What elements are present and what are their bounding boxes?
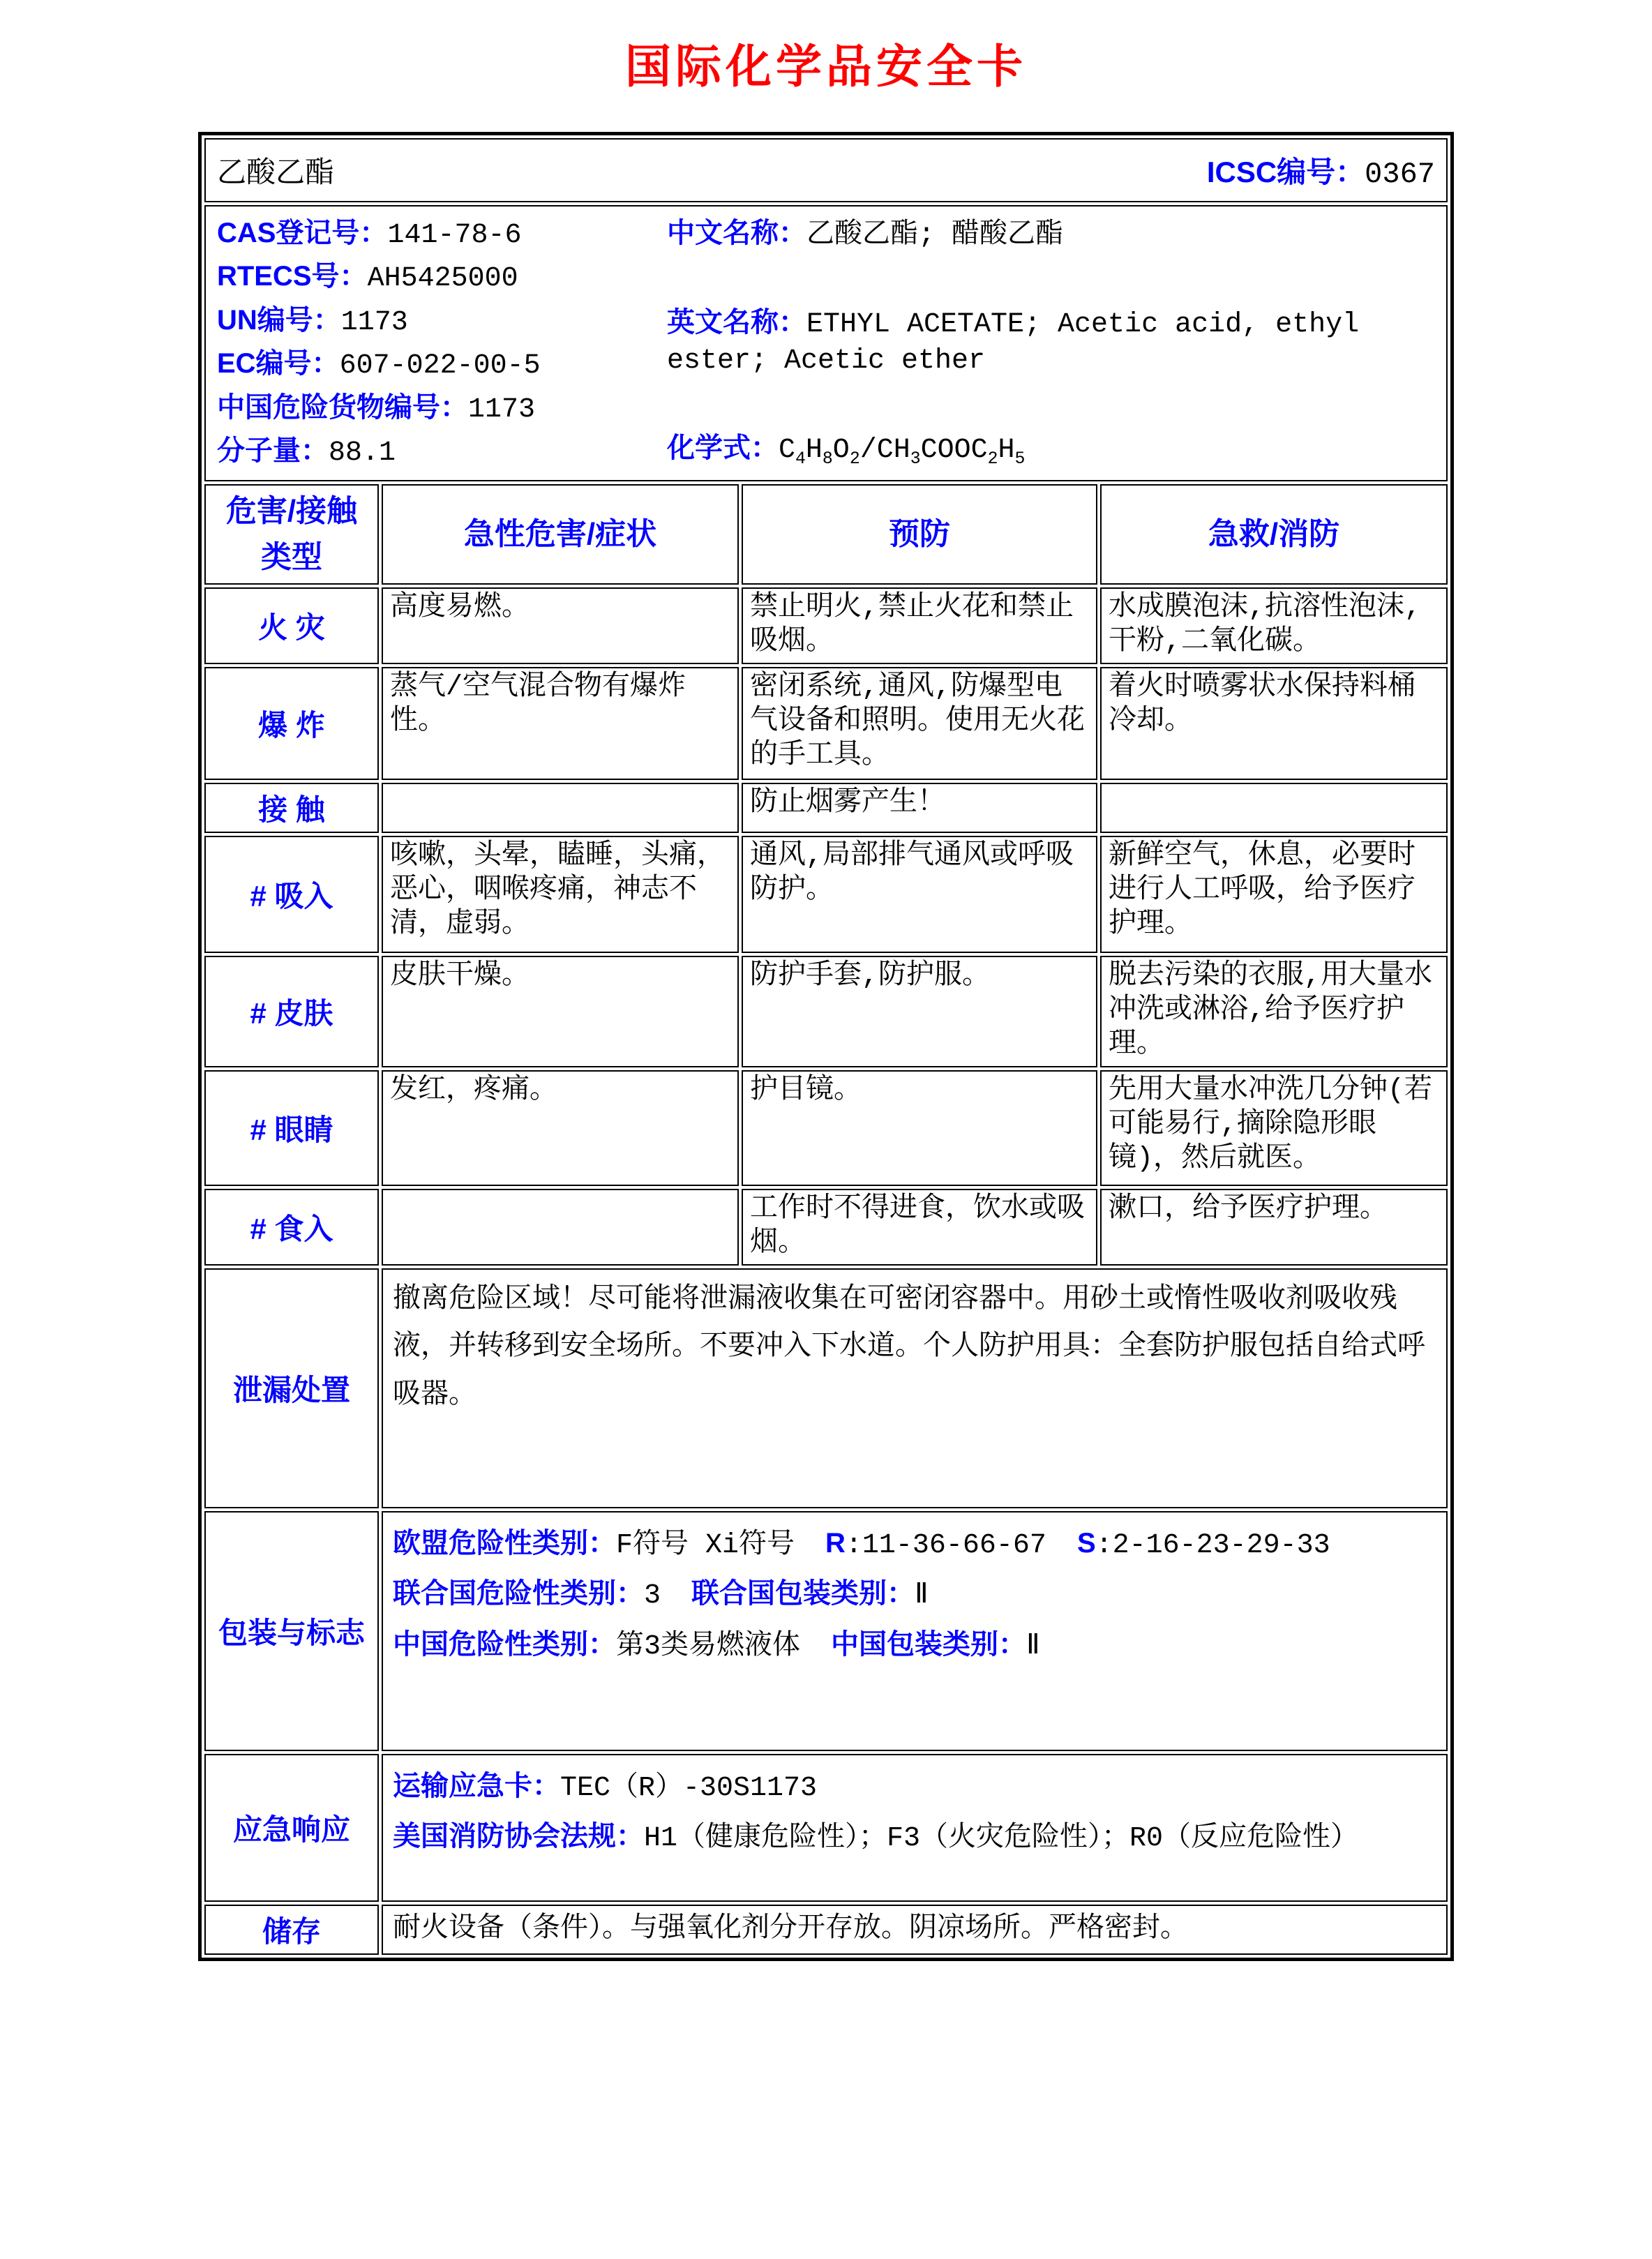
chinese-name: [667, 216, 1435, 253]
ec-number-label: EC编号：: [216, 348, 340, 380]
contact-symptoms: [382, 783, 739, 833]
identification-row: [204, 205, 1448, 481]
r-phrases-label: R: [825, 1527, 846, 1559]
icsc-number-value: 0367: [1365, 158, 1435, 191]
un-hazard-class-value: 3: [643, 1580, 661, 1612]
icsc-card-table: [198, 132, 1454, 1961]
chinese-name-value: 乙酸乙酯; 醋酸乙酯: [806, 220, 1063, 251]
spill-disposal-label: 泄漏处置: [204, 1268, 379, 1508]
transport-emergency-card-line: [393, 1762, 1436, 1813]
un-number: [217, 303, 667, 340]
contact-prevention: 防止烟雾产生！: [742, 783, 1097, 833]
r-phrases-value: :11-36-66-67: [845, 1529, 1046, 1561]
eu-hazard-symbols: F符号 Xi符号: [615, 1529, 795, 1561]
explosion-prevention: 密闭系统,通风,防爆型电气设备和照明。使用无火花的手工具。: [742, 667, 1097, 780]
skin-symptoms: 皮肤干燥。: [382, 956, 739, 1067]
eyes-prevention: 护目镜。: [742, 1070, 1097, 1186]
eu-hazard-class-label: 欧盟危险性类别：: [392, 1527, 616, 1559]
molecular-weight-label: 分子量：: [216, 435, 329, 466]
hazard-type-label: 接 触: [204, 783, 379, 833]
china-dangerous-goods-number: [217, 391, 667, 427]
nfpa-code-value: H1（健康危险性）；F3（火灾危险性）；R0（反应危险性）: [643, 1823, 1359, 1855]
cas-number-label: CAS登记号：: [216, 218, 388, 248]
nfpa-code-label: 美国消防协会法规：: [392, 1821, 644, 1852]
china-dg-number-label: 中国危险货物编号：: [216, 391, 468, 423]
un-number-value: 1173: [340, 306, 408, 338]
un-packing-group-value: Ⅱ: [915, 1580, 929, 1612]
hazard-type-label: 火 灾: [204, 587, 379, 664]
packaging-labeling-content: [382, 1511, 1448, 1751]
skin-firstaid: 脱去污染的衣服,用大量水冲洗或淋浴,给予医疗护理。: [1100, 956, 1448, 1067]
chinese-name-label: 中文名称：: [666, 218, 806, 248]
cn-hazard-class-line: [393, 1621, 1436, 1672]
icsc-document: [0, 29, 1652, 2259]
eyes-symptoms: 发红，疼痛。: [382, 1070, 739, 1186]
cn-packing-group-label: 中国包装类别：: [831, 1629, 1026, 1660]
col-header-firefighting: 急救/消防: [1100, 484, 1448, 585]
s-phrases-value: :2-16-23-29-33: [1095, 1529, 1330, 1561]
s-phrases-label: S: [1076, 1527, 1096, 1559]
hazard-type-label: # 吸入: [204, 836, 379, 953]
names-column: [667, 216, 1435, 470]
eyes-firstaid: 先用大量水冲洗几分钟(若可能易行,摘除隐形眼镜)，然后就医。: [1100, 1070, 1448, 1186]
cn-hazard-class-label: 中国危险性类别：: [392, 1629, 616, 1660]
explosion-firefighting: 着火时喷雾状水保持料桶冷却。: [1100, 667, 1448, 780]
storage-text: 耐火设备（条件）。与强氧化剂分开存放。阴凉场所。严格密封。: [382, 1905, 1448, 1955]
ingestion-prevention: 工作时不得进食，饮水或吸烟。: [742, 1189, 1097, 1266]
storage-label: 储存: [204, 1905, 379, 1955]
fire-prevention: 禁止明火,禁止火花和禁止吸烟。: [742, 587, 1097, 664]
rtecs-number-value: AH5425000: [367, 263, 518, 295]
rtecs-number: [217, 260, 667, 296]
substance-name: 乙酸乙酯: [216, 158, 334, 191]
contact-firefighting: [1100, 783, 1448, 833]
cas-number: [217, 216, 667, 253]
ingestion-symptoms: [382, 1189, 739, 1266]
cn-packing-group-value: Ⅱ: [1026, 1631, 1040, 1663]
card-header-row: [204, 138, 1448, 202]
packaging-labeling-label: 包装与标志: [204, 1511, 379, 1751]
spill-disposal-text: 撤离危险区域！尽可能将泄漏液收集在可密闭容器中。用砂土或惰性吸收剂吸收残液，并转移到安全场所。不要冲入下水道。个人防护用具：全套防护服包括自给式呼吸器。: [382, 1268, 1448, 1508]
hazard-row-explosion: [204, 667, 1448, 780]
hazard-row-ingestion: [204, 1189, 1448, 1266]
ec-number-value: 607-022-00-5: [339, 350, 541, 382]
molecular-weight: [217, 434, 667, 470]
hazard-row-inhalation: [204, 836, 1448, 953]
hazard-type-label: 爆 炸: [204, 667, 379, 780]
emergency-response-row: [204, 1754, 1448, 1902]
eu-hazard-class-line: [393, 1519, 1436, 1570]
un-hazard-class-line: [393, 1570, 1436, 1621]
rtecs-number-label: RTECS号：: [216, 261, 368, 292]
inhalation-firstaid: 新鲜空气，休息，必要时进行人工呼吸，给予医疗护理。: [1100, 836, 1448, 953]
col-header-prevention: 预防: [742, 484, 1097, 585]
un-number-label: UN编号：: [216, 304, 341, 336]
fire-firefighting: 水成膜泡沫,抗溶性泡沫,干粉,二氧化碳。: [1100, 587, 1448, 664]
card-header-cell: [204, 138, 1448, 202]
chemical-formula-label: 化学式：: [666, 433, 779, 464]
transport-emergency-card-label: 运输应急卡：: [392, 1770, 560, 1801]
packaging-labeling-row: [204, 1511, 1448, 1751]
un-hazard-class-label: 联合国危险性类别：: [392, 1578, 644, 1609]
col-header-hazard-type: 危害/接触类型: [204, 484, 379, 585]
transport-emergency-card-value: TEC（R）-30S1173: [560, 1772, 818, 1804]
skin-prevention: 防护手套,防护服。: [742, 956, 1097, 1067]
icsc-number: [1207, 149, 1435, 191]
english-name: [667, 306, 1435, 378]
explosion-symptoms: 蒸气/空气混合物有爆炸性。: [382, 667, 739, 780]
identifiers-column: [217, 216, 667, 470]
nfpa-code-line: [393, 1813, 1436, 1863]
emergency-response-content: [382, 1754, 1448, 1902]
un-packing-group-label: 联合国包装类别：: [691, 1578, 915, 1609]
cn-hazard-class-value: 第3类易燃液体: [615, 1631, 800, 1663]
icsc-number-label: ICSC编号：: [1206, 156, 1365, 188]
hazard-row-contact: [204, 783, 1448, 833]
molecular-weight-value: 88.1: [328, 437, 396, 469]
identification-cell: [204, 205, 1448, 481]
cas-number-value: 141-78-6: [387, 220, 522, 251]
hazard-table-header-row: [204, 484, 1448, 585]
hazard-row-eyes: [204, 1070, 1448, 1186]
ec-number: [217, 347, 667, 383]
inhalation-prevention: 通风,局部排气通风或呼吸防护。: [742, 836, 1097, 953]
hazard-type-label: # 食入: [204, 1189, 379, 1266]
chemical-formula-value: $C_4H_8O_2/CH_3COOC_2H_5$: [778, 435, 1026, 470]
hazard-type-label: # 眼睛: [204, 1070, 379, 1186]
storage-row: [204, 1905, 1448, 1955]
spill-disposal-row: [204, 1268, 1448, 1508]
fire-symptoms: 高度易燃。: [382, 587, 739, 664]
emergency-response-label: 应急响应: [204, 1754, 379, 1902]
page-title: 国际化学品安全卡: [625, 39, 1027, 93]
inhalation-symptoms: 咳嗽，头晕，瞌睡，头痛，恶心，咽喉疼痛，神志不清，虚弱。: [382, 836, 739, 953]
china-dg-number-value: 1173: [467, 393, 535, 426]
col-header-symptoms: 急性危害/症状: [382, 484, 739, 585]
ingestion-firstaid: 漱口，给予医疗护理。: [1100, 1189, 1448, 1266]
english-name-label: 英文名称：: [666, 307, 806, 338]
chemical-formula: [667, 431, 1435, 470]
hazard-row-fire: [204, 587, 1448, 664]
english-name-value: ETHYL ACETATE; Acetic acid, ethyl ester; Acetic ether: [666, 309, 1360, 377]
hazard-type-label: # 皮肤: [204, 956, 379, 1067]
hazard-row-skin: [204, 956, 1448, 1067]
